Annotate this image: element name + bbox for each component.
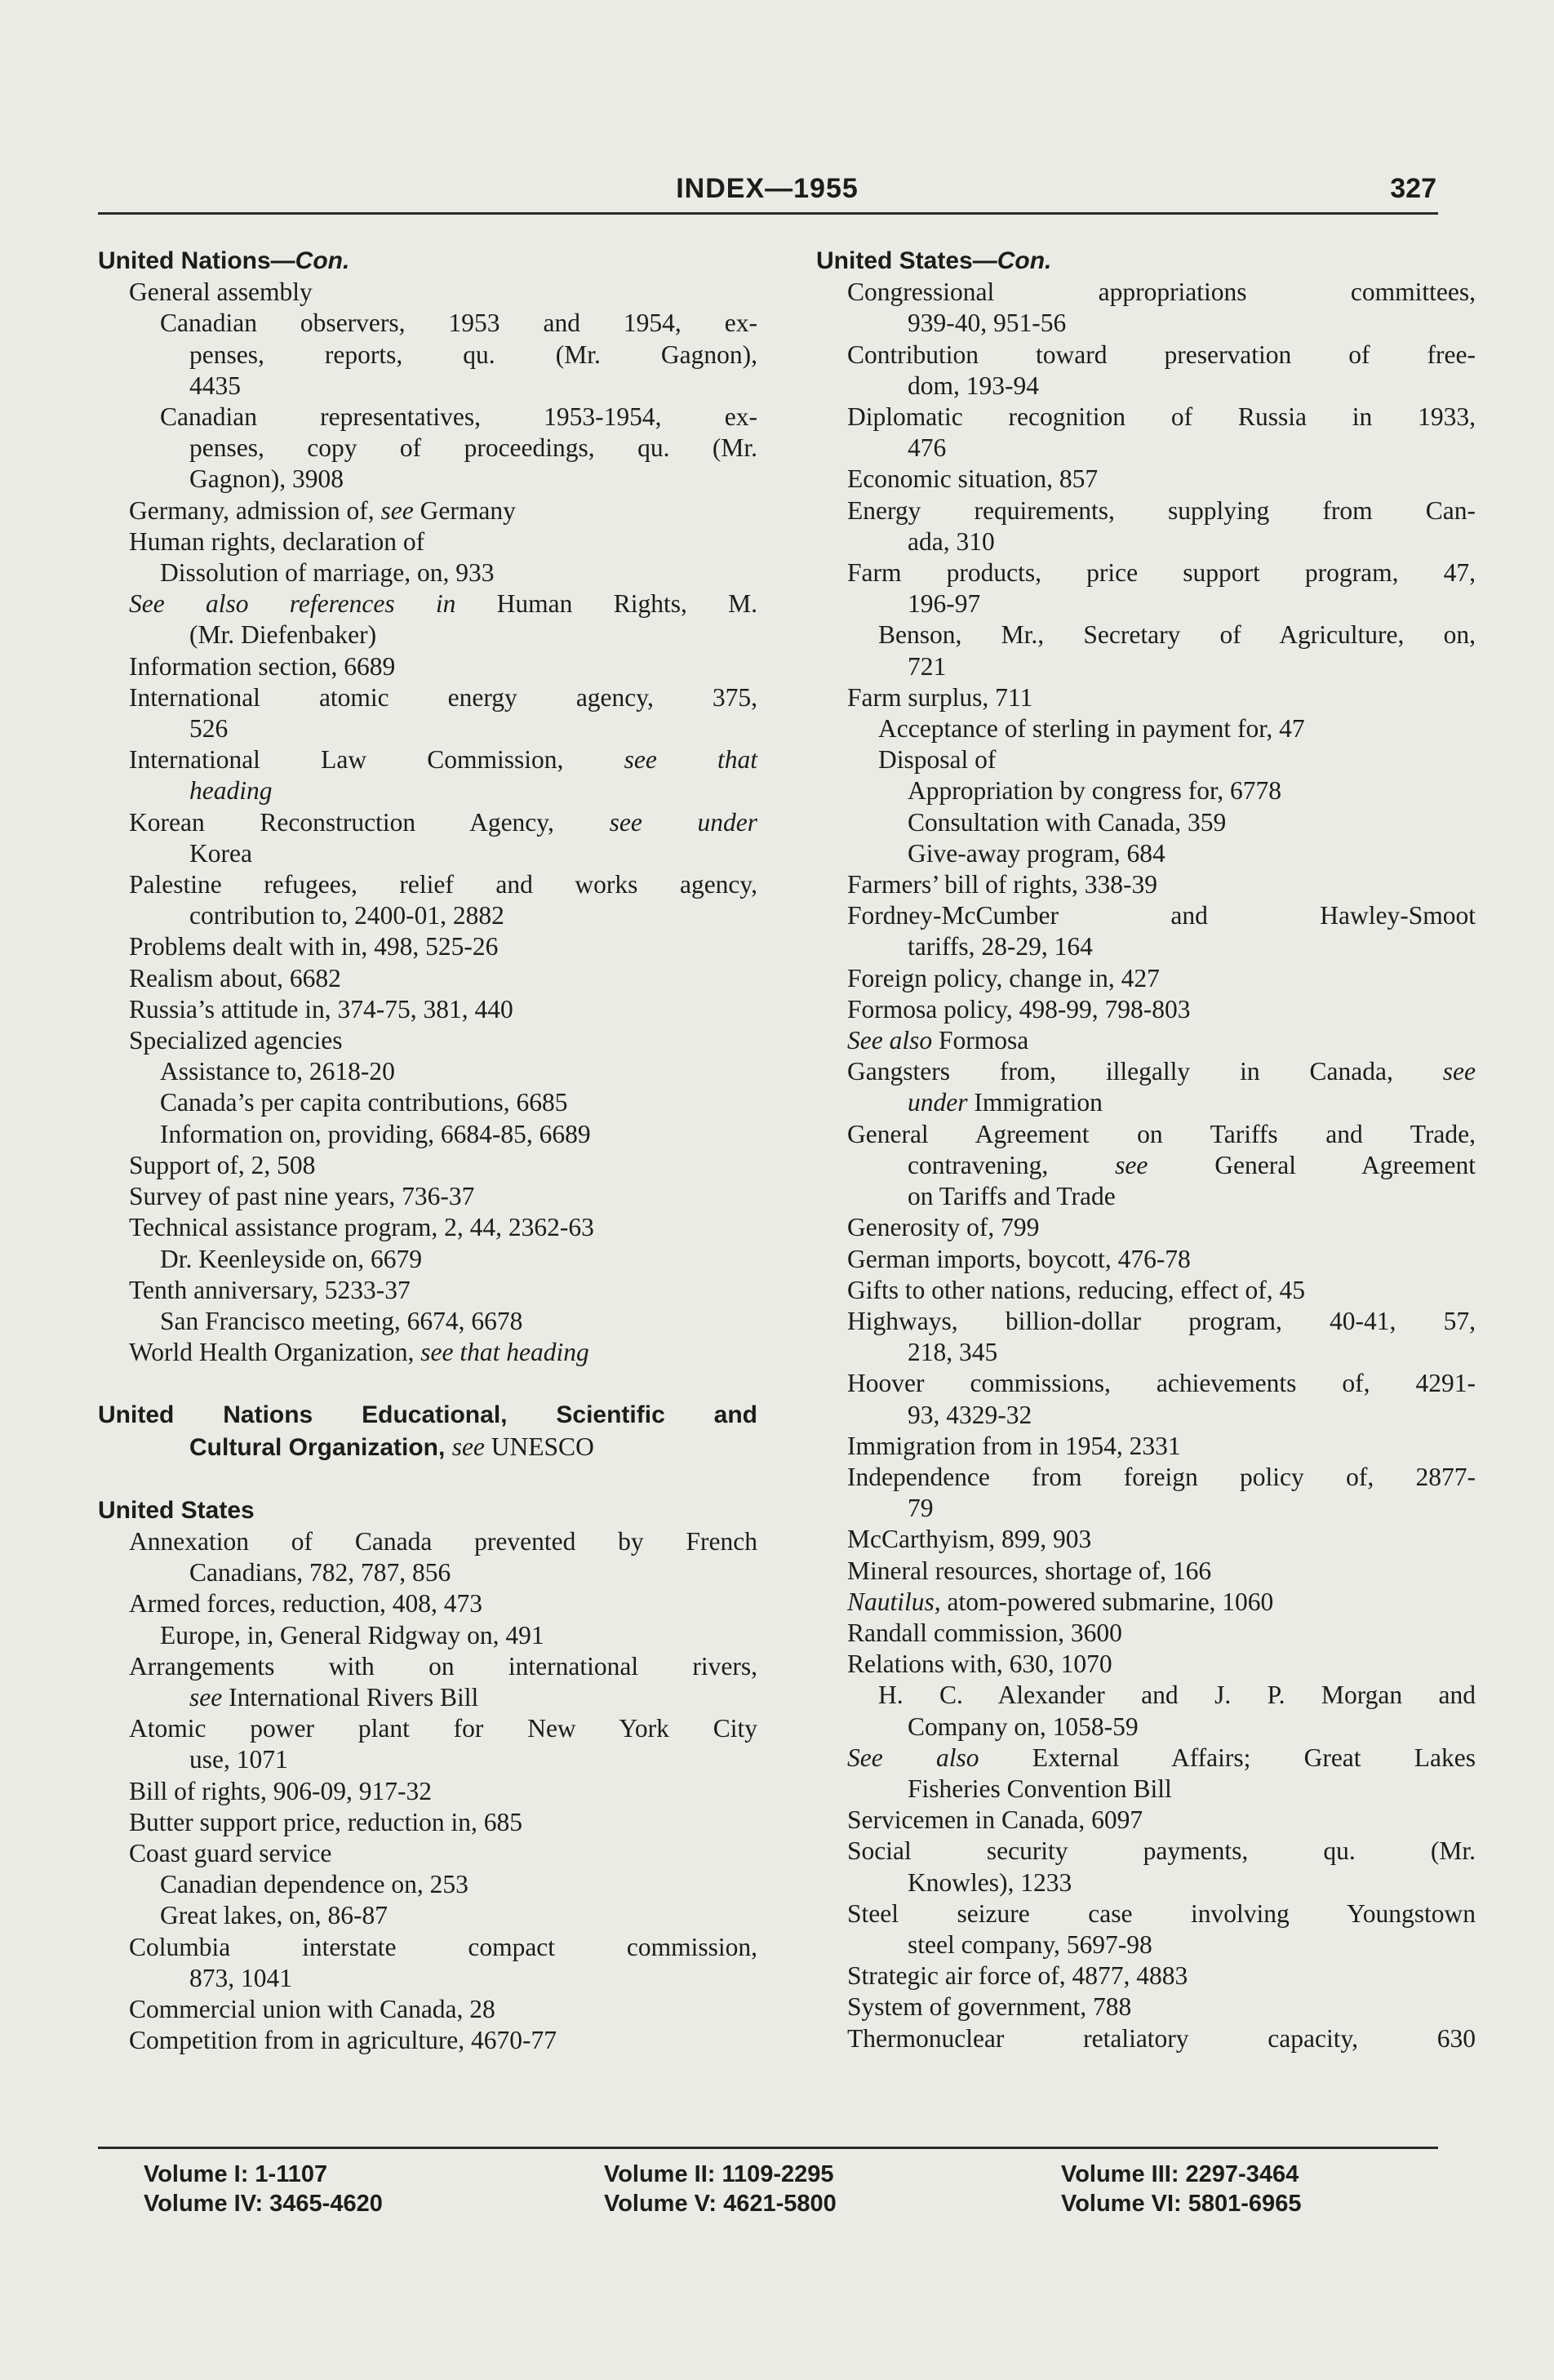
index-entry-line — [816, 1743, 1476, 1774]
volume-range: Volume I: 1-1107 — [144, 2161, 328, 2187]
entry-text: 93, 4329-32 — [908, 1400, 1032, 1429]
entry-text: See also — [847, 1743, 979, 1772]
entry-text: Gifts to other nations, reducing, effect of, 45 — [847, 1275, 1306, 1304]
entry-text: 476 — [908, 433, 947, 463]
entry-text: General Agreement on Tariffs and Trade, — [847, 1119, 1476, 1148]
entry-text: 526 — [189, 714, 229, 744]
entry-text: Europe, in, General Ridgway on, 491 — [160, 1620, 544, 1650]
index-entry-line — [816, 1712, 1476, 1743]
entry-text: Korea — [189, 838, 252, 868]
entry-text: Canadian observers, 1953 and 1954, ex- — [160, 309, 757, 338]
entry-text: Fordney-McCumber and Hawley-Smoot — [847, 901, 1476, 930]
index-entry-line — [816, 402, 1476, 433]
index-entry-line — [98, 402, 757, 433]
index-entry-line — [98, 1807, 757, 1838]
entry-text: Palestine refugees, relief and works agency, — [129, 870, 757, 899]
index-entry-line — [98, 1212, 757, 1243]
entry-text: Farmers’ bill of rights, 338-39 — [847, 870, 1157, 899]
entry-text: 721 — [908, 651, 947, 681]
index-entry-line — [816, 900, 1476, 931]
page-title: INDEX—1955 — [676, 173, 859, 204]
entry-text: see — [380, 495, 414, 525]
entry-text: Specialized agencies — [129, 1026, 343, 1055]
volume-range: Volume V: 4621-5800 — [604, 2191, 837, 2217]
index-entry-line — [98, 1900, 757, 1931]
index-entry-line — [98, 1025, 757, 1056]
entry-text: International Law Commission, — [129, 745, 624, 775]
entry-gap — [98, 1368, 757, 1399]
entry-text: H. C. Alexander and J. P. Morgan and — [878, 1681, 1476, 1710]
entry-text: atom-powered submarine, 1060 — [940, 1587, 1274, 1616]
index-entry-line — [98, 1119, 757, 1150]
entry-text: 873, 1041 — [189, 1963, 292, 1992]
entry-text: Randall commission, 3600 — [847, 1618, 1122, 1647]
index-entry-line — [816, 1025, 1476, 1056]
entry-text: Assistance to, 2618-20 — [160, 1057, 395, 1086]
index-entry-line — [98, 1337, 757, 1368]
entry-text: see that heading — [420, 1338, 589, 1367]
entry-text: heading — [189, 776, 273, 806]
entry-text: 4435 — [189, 371, 241, 400]
index-entry-line — [98, 526, 757, 557]
entry-text: Disposal of — [878, 745, 997, 775]
volume-range: Volume II: 1109-2295 — [604, 2161, 834, 2187]
index-entry-line — [98, 1620, 757, 1651]
entry-text: See also — [847, 1026, 933, 1055]
entry-text: Servicemen in Canada, 6097 — [847, 1805, 1143, 1835]
entry-text: Energy requirements, supplying from Can- — [847, 495, 1476, 525]
entry-text: System of government, 788 — [847, 1992, 1132, 2022]
entry-text: Gangsters from, illegally in Canada, — [847, 1057, 1443, 1086]
entry-text: 939-40, 951-56 — [908, 309, 1067, 338]
entry-text: Coast guard service — [129, 1838, 332, 1867]
entry-text: Canadian dependence on, 253 — [160, 1870, 468, 1899]
index-entry-line — [816, 994, 1476, 1025]
index-entry-line — [816, 1649, 1476, 1680]
index-entry-line — [816, 807, 1476, 838]
entry-text: United Nations— — [98, 247, 295, 274]
index-heading — [98, 1399, 757, 1431]
volume-range: Volume VI: 5801-6965 — [1061, 2191, 1302, 2217]
entry-text: See also references in — [129, 589, 456, 619]
index-entry-line — [98, 1838, 757, 1869]
entry-text: on Tariffs and Trade — [908, 1182, 1116, 1211]
entry-text: Realism about, 6682 — [129, 963, 341, 992]
index-entry-line — [98, 1869, 757, 1900]
entry-text: 196-97 — [908, 589, 981, 619]
index-entry-line — [816, 1462, 1476, 1493]
index-entry-line — [816, 588, 1476, 619]
index-entry-line — [816, 308, 1476, 339]
entry-text: Knowles), 1233 — [908, 1867, 1072, 1897]
index-entry-line — [816, 713, 1476, 744]
entry-text: see — [1442, 1057, 1476, 1086]
index-entry-line — [98, 1588, 757, 1619]
index-entry-line — [816, 1275, 1476, 1306]
entry-text: Korean Reconstruction Agency, — [129, 807, 610, 837]
index-entry-line — [98, 1275, 757, 1306]
entry-text: see — [1115, 1150, 1148, 1179]
entry-text: Tenth anniversary, 5233-37 — [129, 1275, 411, 1304]
entry-text: Congressional appropriations committees, — [847, 278, 1476, 307]
entry-text: Commercial union with Canada, 28 — [129, 1994, 495, 2023]
index-entry-line — [98, 1776, 757, 1807]
entry-text: Armed forces, reduction, 408, 473 — [129, 1589, 483, 1618]
entry-text: Contribution toward preservation of free- — [847, 340, 1476, 369]
entry-text: United States — [98, 1496, 255, 1524]
entry-text: Economic situation, 857 — [847, 464, 1099, 494]
index-entry-line — [98, 869, 757, 900]
index-entry-line — [816, 682, 1476, 713]
index-entry-line — [816, 1306, 1476, 1337]
entry-text: Canadians, 782, 787, 856 — [189, 1558, 451, 1587]
index-entry-line — [98, 1963, 757, 1994]
index-entry-line — [816, 1119, 1476, 1150]
index-entry-line — [98, 1932, 757, 1963]
entry-text: 79 — [908, 1494, 934, 1523]
entry-text: Acceptance of sterling in payment for, 47 — [878, 714, 1305, 744]
index-entry-line — [98, 2025, 757, 2056]
index-entry-line — [816, 1244, 1476, 1275]
index-entry-line — [98, 1306, 757, 1337]
index-entry-line — [816, 1867, 1476, 1898]
index-entry-line — [816, 838, 1476, 869]
entry-text: Human Rights, M. — [455, 589, 757, 619]
entry-text: steel company, 5697-98 — [908, 1929, 1152, 1959]
volume-range: Volume III: 2297-3464 — [1061, 2161, 1299, 2187]
index-entry-line — [816, 1618, 1476, 1649]
index-entry-line — [816, 1960, 1476, 1991]
volume-footer — [98, 2160, 1438, 2218]
footer-row — [98, 2160, 1438, 2189]
index-entry-line — [816, 1774, 1476, 1805]
entry-text: International Rivers Bill — [222, 1682, 479, 1712]
entry-text: Atomic power plant for New York City — [129, 1714, 757, 1743]
entry-text: Germany, admission of, — [129, 495, 381, 525]
index-entry-line — [98, 1557, 757, 1588]
index-entry-line — [98, 900, 757, 931]
entry-text: Appropriation by congress for, 6778 — [908, 776, 1282, 806]
index-entry-line — [98, 1682, 757, 1713]
index-entry-line — [98, 1150, 757, 1181]
entry-text: Information section, 6689 — [129, 651, 396, 681]
index-entry-line — [816, 1368, 1476, 1399]
index-entry-line — [816, 1991, 1476, 2023]
index-entry-line — [98, 1744, 757, 1775]
index-entry-line — [816, 775, 1476, 806]
index-entry-line — [816, 433, 1476, 464]
index-entry-line — [816, 1556, 1476, 1587]
entry-text: Generosity of, 799 — [847, 1213, 1040, 1242]
index-entry-line — [816, 1337, 1476, 1368]
entry-text: Columbia interstate compact commission, — [129, 1932, 757, 1961]
index-entry-line — [98, 371, 757, 402]
index-entry-line — [98, 651, 757, 682]
footer-rule — [98, 2147, 1438, 2149]
entry-text: contravening, — [908, 1150, 1116, 1179]
index-entry-line — [98, 1432, 757, 1463]
entry-text: contribution to, 2400-01, 2882 — [189, 901, 504, 930]
index-entry-line — [816, 1400, 1476, 1431]
entry-text: Technical assistance program, 2, 44, 2362-63 — [129, 1213, 594, 1242]
entry-text: see — [451, 1432, 485, 1461]
entry-text: Foreign policy, change in, 427 — [847, 963, 1160, 992]
header-rule — [98, 212, 1438, 215]
entry-text: under — [908, 1088, 968, 1117]
index-entry-line — [816, 277, 1476, 308]
entry-text: Support of, 2, 508 — [129, 1150, 316, 1179]
entry-text: Annexation of Canada prevented by French — [129, 1526, 757, 1556]
entry-text: Dr. Keenleyside on, 6679 — [160, 1244, 423, 1273]
entry-text: Con. — [997, 247, 1052, 274]
entry-text: tariffs, 28-29, 164 — [908, 932, 1093, 961]
index-entry-line — [98, 1056, 757, 1087]
index-entry-line — [816, 1431, 1476, 1462]
index-entry-line — [98, 744, 757, 775]
entry-text: General Agreement — [1148, 1150, 1476, 1179]
entry-text: Arrangements with on international rivers, — [129, 1651, 757, 1681]
index-entry-line — [816, 495, 1476, 526]
index-entry-line — [816, 340, 1476, 371]
index-entry-line — [816, 1087, 1476, 1118]
entry-text: Steel seizure case involving Youngstown — [847, 1898, 1476, 1928]
entry-text: Russia’s attitude in, 374-75, 381, 440 — [129, 994, 513, 1023]
index-entry-line — [816, 464, 1476, 495]
entry-text: ada, 310 — [908, 526, 995, 556]
index-entry-line — [816, 651, 1476, 682]
entry-text: Immigration from in 1954, 2331 — [847, 1431, 1181, 1460]
index-entry-line — [98, 807, 757, 838]
entry-text: Farm surplus, 711 — [847, 682, 1033, 712]
index-entry-line — [98, 1181, 757, 1212]
entry-text: Great lakes, on, 86-87 — [160, 1901, 388, 1930]
index-entry-line — [816, 1587, 1476, 1618]
entry-text: see that — [624, 745, 757, 775]
entry-text: General assembly — [129, 278, 313, 307]
entry-text: Farm products, price support program, 47, — [847, 558, 1476, 588]
index-entry-line — [816, 1805, 1476, 1836]
entry-text: Diplomatic recognition of Russia in 1933, — [847, 402, 1476, 432]
index-entry-line — [98, 682, 757, 713]
index-entry-line — [816, 931, 1476, 962]
entry-text: Competition from in agriculture, 4670-77 — [129, 2026, 557, 2055]
index-entry-line — [816, 1524, 1476, 1555]
entry-text: Company on, 1058-59 — [908, 1712, 1139, 1741]
index-entry-line — [98, 557, 757, 588]
entry-text: Dissolution of marriage, on, 933 — [160, 558, 495, 588]
entry-text: Mineral resources, shortage of, 166 — [847, 1556, 1212, 1585]
running-head — [98, 173, 1436, 214]
entry-text: McCarthyism, 899, 903 — [847, 1525, 1092, 1554]
index-entry-line — [816, 963, 1476, 994]
index-entry-line — [816, 1056, 1476, 1087]
entry-text: dom, 193-94 — [908, 371, 1039, 400]
entry-text: Canadian representatives, 1953-1954, ex- — [160, 402, 757, 432]
volume-range: Volume IV: 3465-4620 — [144, 2191, 383, 2217]
index-entry-line — [98, 277, 757, 308]
index-entry-line — [816, 619, 1476, 651]
index-entry-line — [816, 371, 1476, 402]
entry-text: penses, copy of proceedings, qu. (Mr. — [189, 433, 757, 463]
index-entry-line — [98, 1087, 757, 1118]
index-entry-line — [816, 869, 1476, 900]
index-entry-line — [816, 1680, 1476, 1711]
index-entry-line — [816, 1181, 1476, 1212]
entry-text: Information on, providing, 6684-85, 6689 — [160, 1119, 591, 1148]
entry-text: UNESCO — [484, 1432, 594, 1461]
index-heading — [816, 245, 1476, 277]
index-entry-line — [816, 1493, 1476, 1524]
index-entry-line — [98, 308, 757, 339]
index-entry-line — [816, 1898, 1476, 1929]
entry-gap — [98, 1463, 757, 1494]
entry-text: Nautilus, — [847, 1587, 941, 1616]
entry-text: penses, reports, qu. (Mr. Gagnon), — [189, 340, 757, 369]
entry-text: Cultural Organization, — [189, 1433, 452, 1461]
entry-text: Immigration — [967, 1088, 1103, 1117]
index-entry-line — [816, 526, 1476, 557]
entry-text: Butter support price, reduction in, 685 — [129, 1807, 523, 1836]
entry-text: San Francisco meeting, 6674, 6678 — [160, 1306, 523, 1335]
index-entry-line — [98, 1651, 757, 1682]
entry-text: Hoover commissions, achievements of, 4291- — [847, 1369, 1476, 1398]
entry-text: International atomic energy agency, 375, — [129, 682, 757, 712]
entry-text: use, 1071 — [189, 1745, 288, 1774]
index-entry-line — [98, 1713, 757, 1744]
entry-text: Gagnon), 3908 — [189, 464, 344, 494]
footer-row — [98, 2189, 1438, 2218]
index-entry-line — [816, 1836, 1476, 1867]
index-entry-line — [98, 713, 757, 744]
entry-text: Bill of rights, 906-09, 917-32 — [129, 1776, 432, 1805]
entry-text: (Mr. Diefenbaker) — [189, 620, 377, 650]
index-entry-line — [98, 838, 757, 869]
entry-text: World Health Organization, — [129, 1338, 421, 1367]
index-entry-line — [98, 963, 757, 994]
index-column-left — [98, 245, 757, 2056]
entry-text: United Nations Educational, Scientific and — [98, 1401, 757, 1429]
index-heading — [98, 1494, 757, 1526]
index-entry-line — [98, 931, 757, 962]
entry-text: Survey of past nine years, 736-37 — [129, 1182, 475, 1211]
entry-text: Fisheries Convention Bill — [908, 1774, 1172, 1803]
index-entry-line — [98, 1526, 757, 1557]
index-entry-line — [98, 433, 757, 464]
page-number: 327 — [1390, 173, 1436, 204]
index-entry-line — [98, 994, 757, 1025]
entry-text: German imports, boycott, 476-78 — [847, 1244, 1191, 1273]
index-entry-line — [98, 340, 757, 371]
index-column-right — [816, 245, 1476, 2054]
index-entry-line — [98, 775, 757, 806]
index-entry-line — [98, 495, 757, 526]
index-entry-line — [816, 1150, 1476, 1181]
index-entry-line — [98, 588, 757, 619]
entry-text: Highways, billion-dollar program, 40-41, 57, — [847, 1306, 1476, 1335]
index-heading — [98, 245, 757, 277]
entry-text: see — [189, 1682, 223, 1712]
entry-text: see under — [609, 807, 757, 837]
entry-text: Germany — [413, 495, 516, 525]
entry-text: Con. — [295, 247, 350, 274]
entry-text: External Affairs; Great Lakes — [979, 1743, 1476, 1772]
entry-text: United States— — [816, 247, 997, 274]
entry-text: Formosa — [932, 1026, 1029, 1055]
entry-text: Consultation with Canada, 359 — [908, 807, 1227, 837]
entry-text: Social security payments, qu. (Mr. — [847, 1836, 1476, 1866]
entry-text: Independence from foreign policy of, 2877- — [847, 1462, 1476, 1491]
entry-text: Give-away program, 684 — [908, 838, 1166, 868]
entry-text: Relations with, 630, 1070 — [847, 1650, 1112, 1679]
index-entry-line — [98, 464, 757, 495]
entry-text: Problems dealt with in, 498, 525-26 — [129, 932, 499, 961]
entry-text: 218, 345 — [908, 1338, 998, 1367]
entry-text: Human rights, declaration of — [129, 526, 425, 556]
index-entry-line — [816, 2023, 1476, 2054]
entry-text: Benson, Mr., Secretary of Agriculture, on, — [878, 620, 1476, 650]
index-entry-line — [816, 744, 1476, 775]
index-entry-line — [816, 1212, 1476, 1243]
index-entry-line — [816, 1929, 1476, 1960]
entry-text: Formosa policy, 498-99, 798-803 — [847, 994, 1191, 1023]
index-entry-line — [98, 1994, 757, 2025]
index-entry-line — [98, 619, 757, 651]
index-entry-line — [98, 1244, 757, 1275]
entry-text: Thermonuclear retaliatory capacity, 630 — [847, 2023, 1476, 2053]
index-entry-line — [816, 557, 1476, 588]
entry-text: Strategic air force of, 4877, 4883 — [847, 1961, 1188, 1991]
entry-text: Canada’s per capita contributions, 6685 — [160, 1088, 568, 1117]
